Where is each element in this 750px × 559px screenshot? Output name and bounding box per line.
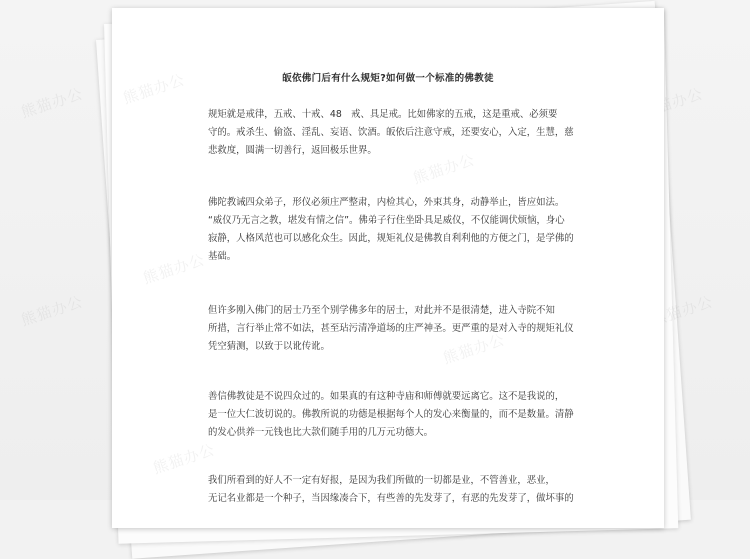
- watermark-text: 熊猫办公: [440, 330, 508, 368]
- watermark-text: 熊猫办公: [18, 292, 86, 330]
- watermark-text: 熊猫办公: [648, 292, 716, 330]
- paragraph-line: 悲救度，圆满一切善行，返回极乐世界。: [208, 145, 377, 156]
- paragraph-line: 守的。戒杀生、偷盗、淫乱、妄语、饮酒。皈依后注意守戒，还要安心，入定，生慧，慈: [208, 127, 574, 138]
- paragraph-line: 寂静，人格风范也可以感化众生。因此，规矩礼仪是佛教自利利他的方便之门，是学佛的: [208, 233, 574, 244]
- paragraph-4: [208, 388, 574, 442]
- paragraph-line: “威仪乃无言之教，堪发有情之信”。佛弟子行住坐卧具足威仪，不仅能调伏烦恼，身心: [208, 215, 565, 226]
- paragraph-line: 凭空猜测，以致于以讹传讹。: [208, 341, 330, 352]
- watermark-text: 熊猫办公: [18, 84, 86, 122]
- paragraph-2: [208, 194, 574, 266]
- document-title: 皈依佛门后有什么规矩?如何做一个标准的佛教徒: [282, 73, 494, 84]
- paragraph-line: 所措，言行举止常不如法，甚至玷污清净道场的庄严神圣。更严重的是对入寺的规矩礼仪: [208, 323, 574, 334]
- paragraph-1: [208, 106, 574, 160]
- paragraph-3: [208, 302, 574, 356]
- watermark-text: 熊猫办公: [150, 440, 218, 478]
- watermark-text: 熊猫办公: [638, 84, 706, 122]
- paragraph-line: 善信佛教徒是不说四众过的。如果真的有这种寺庙和师傅就要远离它。这不是我说的，: [208, 391, 565, 402]
- watermark-text: 熊猫办公: [120, 70, 188, 108]
- paragraph-line: 我们所看到的好人不一定有好报，是因为我们所做的一切都是业，不管善业，恶业，: [208, 475, 555, 486]
- paragraph-line: 是一位大仁波切说的。佛教所说的功德是根据每个人的发心来衡量的，而不是数量。清静: [208, 409, 574, 420]
- paragraph-line: 佛陀教诫四众弟子，形仪必须庄严整肃，内检其心，外束其身，动静举止，皆应如法。: [208, 197, 565, 208]
- paragraph-5: [208, 472, 574, 508]
- document-page: [112, 8, 664, 528]
- watermark-text: 熊猫办公: [410, 150, 478, 188]
- paragraph-line: 规矩就是戒律，五戒、十戒、48 戒、具足戒。比如佛家的五戒，这是重戒、必须要: [208, 109, 558, 120]
- paragraph-line: 无记名业都是一个种子，当因缘凑合下，有些善的先发芽了，有恶的先发芽了，做坏事的: [208, 493, 574, 504]
- watermark-text: 熊猫办公: [140, 250, 208, 288]
- paragraph-line: 基础。: [208, 251, 237, 262]
- paragraph-line: 的发心供养一元钱也比大款们随手用的几万元功德大。: [208, 427, 434, 438]
- paragraph-line: 但许多刚入佛门的居士乃至个别学佛多年的居士，对此并不是很清楚，进入寺院不知: [208, 305, 555, 316]
